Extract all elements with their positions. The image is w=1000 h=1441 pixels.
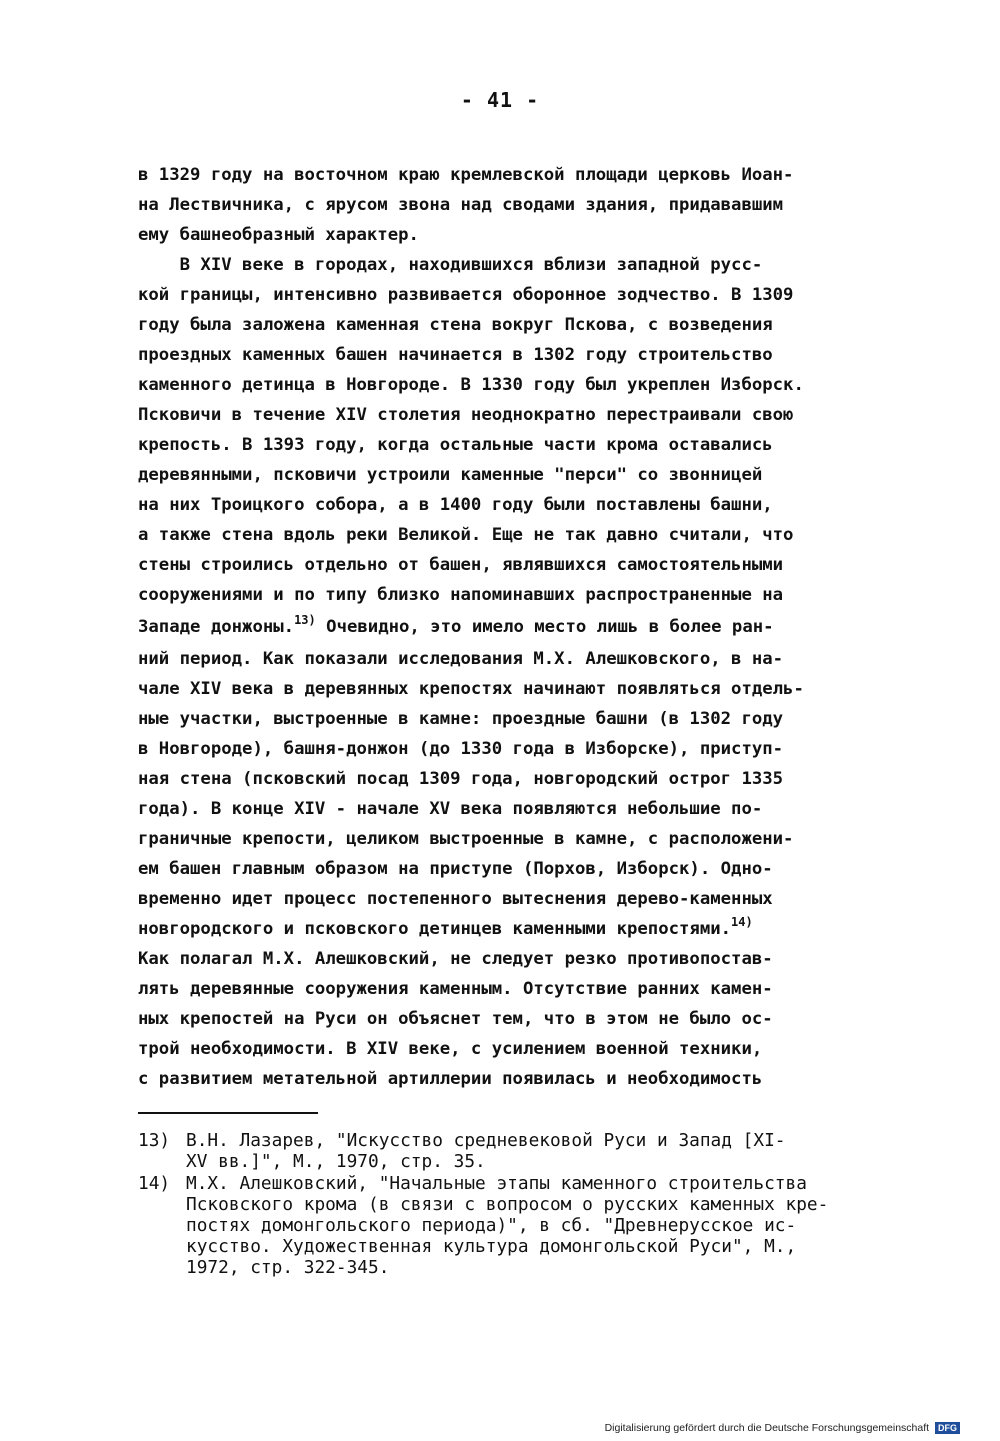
body-line: года). В конце XIV - начале XV века появляются небольшие по- <box>138 799 763 819</box>
body-line: стены строились отдельно от башен, являвшихся самостоятельными <box>138 555 784 575</box>
body-line: ная стена (псковский посад 1309 года, новгородский острог 1335 <box>138 769 784 789</box>
body-line: на Лествичника, с ярусом звона над сводами здания, придававшим <box>138 195 784 215</box>
footnote-line: Псковского крома (в связи с вопросом о русских каменных кре- <box>186 1194 829 1215</box>
body-line: в Новгороде), башня-донжон (до 1330 года в Изборске), приступ- <box>138 739 784 759</box>
footnote-line: М.Х. Алешковский, "Начальные этапы каменного строительства <box>186 1173 807 1194</box>
body-line: крепость. В 1393 году, когда остальные части крома оставались <box>138 435 773 455</box>
body-line: трой необходимости. В XIV веке, с усилением военной техники, <box>138 1039 763 1059</box>
body-line: году была заложена каменная стена вокруг Пскова, с возведения <box>138 315 773 335</box>
footnote-marker: 14) <box>138 1173 171 1194</box>
body-line-text: Западе донжоны. <box>138 617 295 637</box>
body-line <box>138 917 753 942</box>
body-line: граничные крепости, целиком выстроенные в камне, с расположени- <box>138 829 794 849</box>
body-line: на них Троицкого собора, а в 1400 году были поставлены башни, <box>138 495 773 515</box>
body-line <box>138 615 774 640</box>
body-line-text: новгородского и псковского детинцев каменными крепостями. <box>138 919 732 939</box>
body-line: ему башнеобразный характер. <box>138 225 419 245</box>
body-line: ний период. Как показали исследования М.Х. Алешковского, в на- <box>138 649 784 669</box>
body-line: ные участки, выстроенные в камне: проездные башни (в 1302 году <box>138 709 784 729</box>
footnote-line: постях домонгольского периода)", в сб. "Древнерусское ис- <box>186 1215 797 1236</box>
page-number: - 41 - <box>460 88 540 112</box>
body-line: проездных каменных башен начинается в 1302 году строительство <box>138 345 773 365</box>
footnote-line: кусство. Художественная культура домонгольской Руси", М., <box>186 1236 797 1257</box>
footnote-marker: 13) <box>138 1130 171 1151</box>
footnote-ref-13: 13) <box>294 613 316 627</box>
body-line: деревянными, псковичи устроили каменные "перси" со звонницей <box>138 465 763 485</box>
body-line: каменного детинца в Новгороде. В 1330 году был укреплен Изборск. <box>138 375 804 395</box>
body-line: временно идет процесс постепенного вытеснения дерево-каменных <box>138 889 773 909</box>
body-line: Псковичи в течение XIV столетия неоднократно перестраивали свою <box>138 405 794 425</box>
body-line: кой границы, интенсивно развивается оборонное зодчество. В 1309 <box>138 285 794 305</box>
body-line: Как полагал М.Х. Алешковский, не следует резко противопостав- <box>138 949 773 969</box>
footnote-ref-14: 14) <box>731 915 753 929</box>
body-line: лять деревянные сооружения каменным. Отсутствие ранних камен- <box>138 979 773 999</box>
body-line: ных крепостей на Руси он объяснет тем, что в этом не было ос- <box>138 1009 773 1029</box>
footnote-line: XV вв.]", М., 1970, стр. 35. <box>186 1151 486 1172</box>
body-line-text: Очевидно, это имело место лишь в более ран- <box>315 617 774 637</box>
dfg-logo: DFG <box>935 1422 960 1434</box>
body-line: с развитием метательной артиллерии появилась и необходимость <box>138 1069 763 1089</box>
body-line: В XIV веке в городах, находившихся вблизи западной русс- <box>138 255 763 275</box>
body-line: сооружениями и по типу близко напоминавших распространенные на <box>138 585 784 605</box>
credit-text: Digitalisierung gefördert durch die Deutsche Forschungsgemeinschaft <box>604 1422 930 1434</box>
body-line: а также стена вдоль реки Великой. Еще не так давно считали, что <box>138 525 794 545</box>
digitization-credit <box>605 1422 960 1434</box>
body-line: в 1329 году на восточном краю кремлевской площади церковь Иоан- <box>138 165 794 185</box>
footnote-separator <box>138 1112 318 1114</box>
footnote-line: В.Н. Лазарев, "Искусство средневековой Руси и Запад [XI- <box>186 1130 786 1151</box>
body-line: ем башен главным образом на приступе (Порхов, Изборск). Одно- <box>138 859 773 879</box>
footnote-line: 1972, стр. 322-345. <box>186 1257 390 1278</box>
body-line: чале XIV века в деревянных крепостях начинают появляться отдель- <box>138 679 804 699</box>
